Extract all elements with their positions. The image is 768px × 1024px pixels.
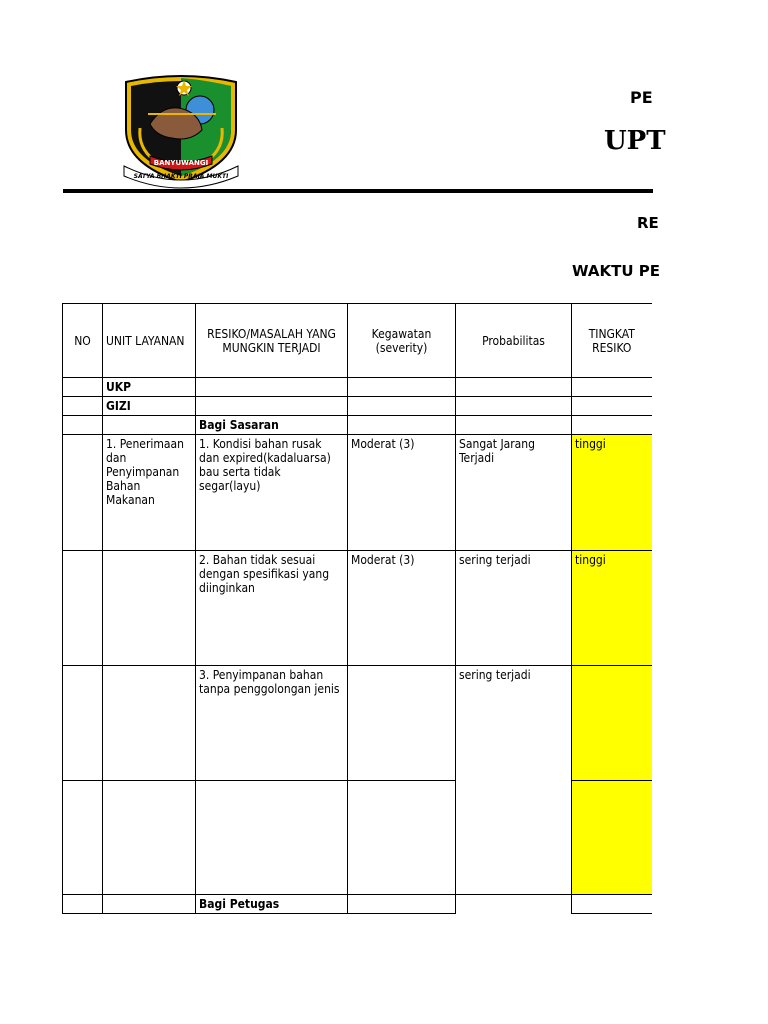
table-row: [63, 551, 652, 666]
header-line-4: WAKTU PE: [572, 262, 660, 280]
column-header-probability: Probabilitas: [456, 304, 572, 378]
header-line-2: UPT: [604, 126, 666, 156]
probability-cell: sering terjadi: [456, 666, 572, 895]
logo-motto-text: SATYA BHAKTI PRAJA MUKTI: [133, 173, 229, 180]
section-bagi-sasaran: Bagi Sasaran: [196, 416, 348, 435]
severity-cell: Moderat (3): [348, 551, 456, 666]
section-gizi: GIZI: [103, 397, 196, 416]
probability-cell: Sangat Jarang Terjadi: [456, 435, 572, 551]
header-line-1: PE: [630, 88, 653, 107]
logo-name-text: BANYUWANGI: [153, 159, 209, 167]
header-divider: [63, 189, 653, 193]
column-header-no: NO: [63, 304, 103, 378]
column-header-risk: RESIKO/MASALAH YANG MUNGKIN TERJADI: [196, 304, 348, 378]
unit-cell: 1. Penerimaan dan Penyimpanan Bahan Makanan: [103, 435, 196, 551]
section-ukp: UKP: [103, 378, 196, 397]
risk-cell: 3. Penyimpanan bahan tanpa penggolongan jenis: [196, 666, 348, 781]
header-line-3: RE: [637, 214, 659, 232]
risk-level-cell: tinggi: [572, 435, 652, 551]
severity-cell: [348, 666, 456, 781]
table-row: [63, 895, 652, 914]
table-row: [63, 397, 652, 416]
risk-level-cell: tinggi: [572, 551, 652, 666]
table-row: [63, 378, 652, 397]
section-bagi-petugas: Bagi Petugas: [196, 895, 348, 914]
risk-table: [62, 303, 652, 914]
column-header-severity: Kegawatan (severity): [348, 304, 456, 378]
table-row: [63, 416, 652, 435]
table-row: [63, 666, 652, 781]
risk-cell: 2. Bahan tidak sesuai dengan spesifikasi yang diinginkan: [196, 551, 348, 666]
regency-emblem-logo: [120, 68, 242, 190]
column-header-level: TINGKAT RESIKO: [572, 304, 652, 378]
risk-level-cell: [572, 666, 652, 781]
risk-level-cell: [572, 781, 652, 895]
table-header-row: [63, 304, 652, 378]
probability-cell: sering terjadi: [456, 551, 572, 666]
column-header-unit: UNIT LAYANAN: [103, 304, 196, 378]
table-row: [63, 435, 652, 551]
risk-cell: 1. Kondisi bahan rusak dan expired(kadaluarsa) bau serta tidak segar(layu): [196, 435, 348, 551]
severity-cell: Moderat (3): [348, 435, 456, 551]
